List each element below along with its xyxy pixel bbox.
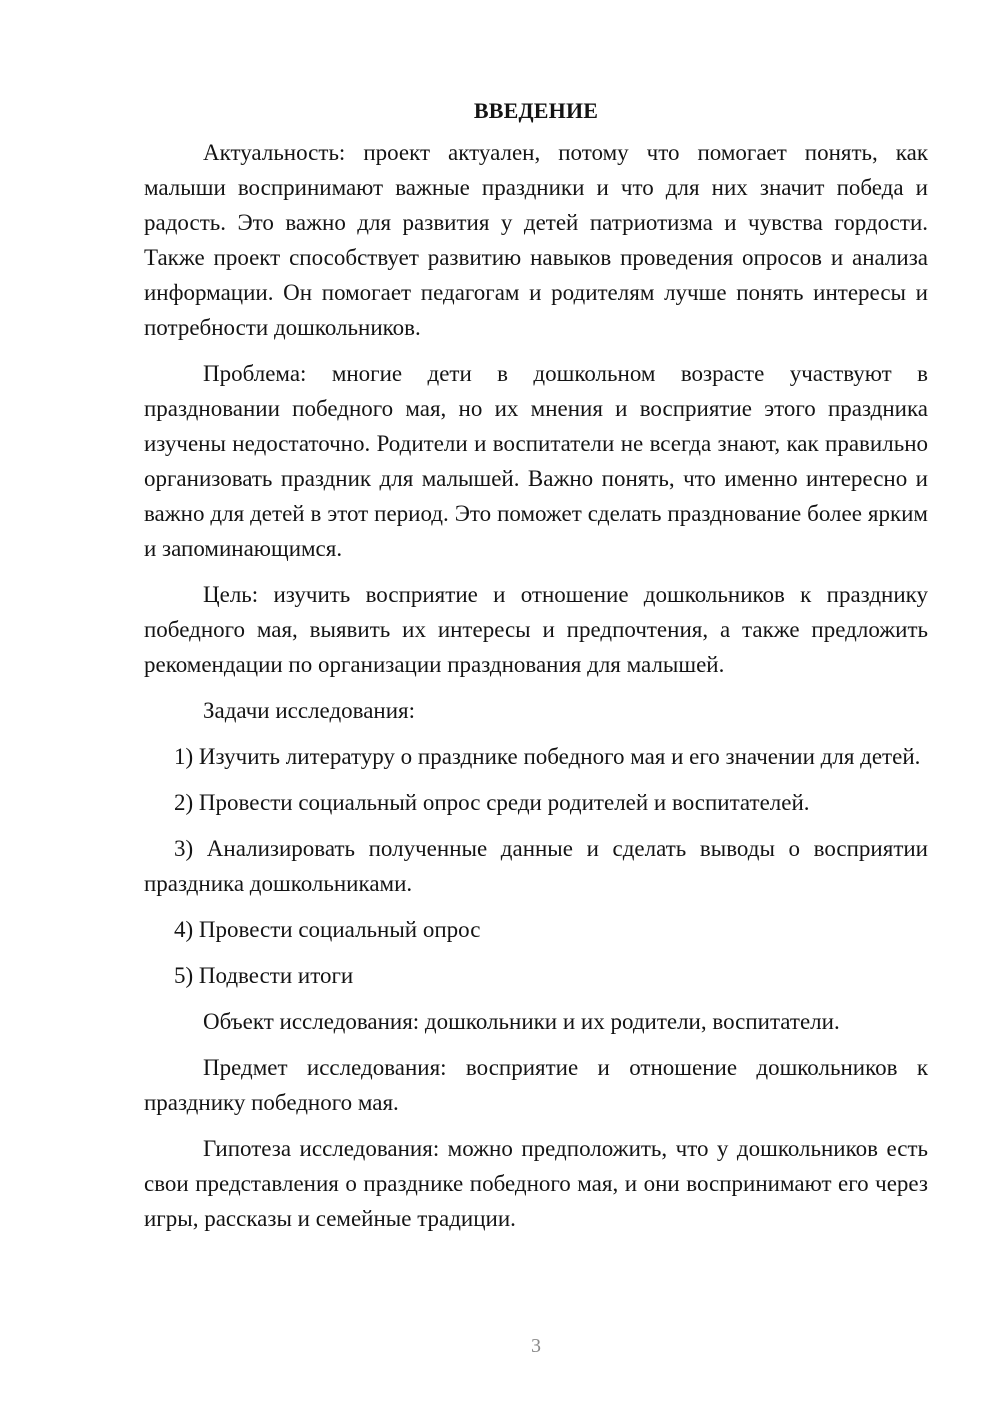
page-number: 3 [531, 1335, 541, 1357]
task-item-1: 1) Изучить литературу о празднике победного мая и его значении для детей. [174, 744, 921, 769]
paragraph-object: Объект исследования: дошкольники и их родители, воспитатели. [203, 1009, 840, 1034]
task-item-5: 5) Подвести итоги [174, 963, 354, 988]
tasks-heading: Задачи исследования: [203, 698, 416, 723]
paragraph-goal: Цель: изучить восприятие и отношение дошкольников к празднику победного мая, выявить их интересы и предпочтения, а также предложить рекомендации по организации празднования для малышей. [144, 582, 928, 677]
paragraph-problem: Проблема: многие дети в дошкольном возрасте участвуют в праздновании победного мая, но их мнения и восприятие этого праздника изучены недостаточно. Родители и воспитатели не всегда знают, как правильно организовать праздник для малышей. Важно понять, что именно интересно и важно для детей в этот период. Это поможет сделать празднование более ярким и запоминающимся. [144, 361, 928, 561]
paragraph-hypothesis: Гипотеза исследования: можно предположить, что у дошкольников есть свои представления о празднике победного мая, и они воспринимают его через игры, рассказы и семейные традиции. [144, 1136, 928, 1231]
paragraph-subject: Предмет исследования: восприятие и отношение дошкольников к празднику победного мая. [144, 1055, 928, 1115]
task-item-4: 4) Провести социальный опрос [174, 917, 481, 942]
task-item-2: 2) Провести социальный опрос среди родителей и воспитателей. [174, 790, 810, 815]
task-item-3: 3) Анализировать полученные данные и сделать выводы о восприятии праздника дошкольниками. [144, 836, 928, 896]
paragraph-relevance: Актуальность: проект актуален, потому что помогает понять, как малыши воспринимают важные праздники и что для них значит победа и радость. Это важно для развития у детей патриотизма и чувства гордости. Также проект способствует развитию навыков проведения опросов и анализа информации. Он помогает педагогам и родителям лучше понять интересы и потребности дошкольников. [144, 140, 928, 340]
page-content [144, 96, 928, 1247]
page-title: ВВЕДЕНИЕ [473, 98, 599, 123]
